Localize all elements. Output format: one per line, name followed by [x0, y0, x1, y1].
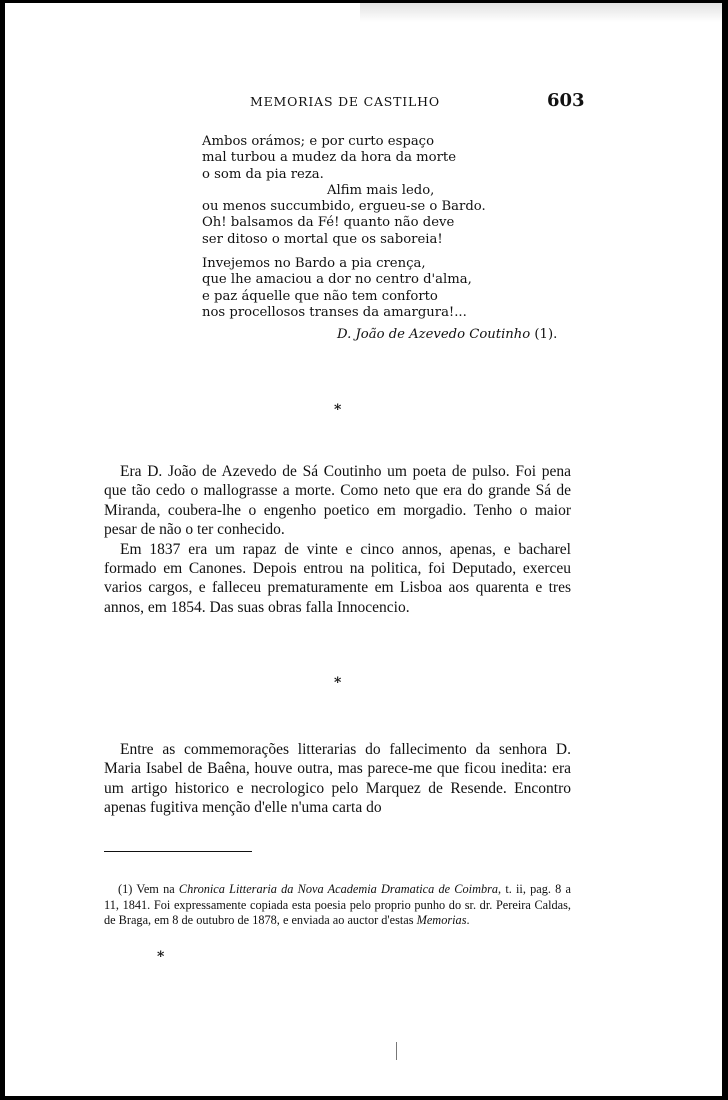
footnote-source-title: Chronica Litteraria da Nova Academia Dramatica de Coimbra [178, 882, 499, 896]
poem-line: que lhe amaciou a dor no centro d'alma, [202, 272, 472, 288]
page-header [0, 90, 728, 114]
poem-line: e paz áquelle que não tem conforto [202, 288, 438, 304]
scan-edge-shading [360, 0, 728, 22]
poem-line: ser ditoso o mortal que os saboreia! [202, 231, 443, 247]
section-1-text [104, 462, 571, 617]
poem-line: Invejemos no Bardo a pia crença, [202, 256, 426, 272]
section-separator-1: * [334, 402, 342, 418]
poem-stanza-1 [202, 134, 532, 248]
footnote-body: , t. ii, pag. 8 a 11, 1841. Foi expressamente copiada esta poesia pelo proprio punho do sr. dr. Pereira Caldas, de Braga, em 8 de outubro de 1878, e enviada ao auctor d'estas [104, 882, 571, 928]
poem-line: nos procellosos transes da amargura!... [202, 304, 467, 320]
poem-signature [337, 327, 557, 342]
section-separator-2: * [334, 675, 342, 691]
footnote-work-title: Memorias [416, 913, 467, 928]
footnote-text [104, 882, 571, 929]
scan-mark [396, 1042, 397, 1060]
paragraph: Era D. João de Azevedo de Sá Coutinho um poeta de pulso. Foi pena que tão cedo o mallograsse a morte. Como neto que era do grande Sá de Miranda, coubera-lhe o engenho poetico em morgadio. Tenho o maior pesar de não o ter conhecido. [104, 463, 571, 539]
footnote-reference: (1). [530, 327, 558, 342]
poem-line: Ambos orámos; e por curto espaço [202, 134, 435, 149]
poet-name: D. João de Azevedo Coutinho [337, 327, 531, 342]
poem-line: ou menos succumbido, ergueu-se o Bardo. [202, 199, 486, 215]
poem-line: Alfim mais ledo, [327, 182, 435, 198]
page-number: 603 [547, 90, 585, 111]
running-title: MEMORIAS DE CASTILHO [250, 94, 440, 109]
paragraph: Entre as commemorações litterarias do fallecimento da senhora D. Maria Isabel de Baêna, houve outra, mas parece-me que ficou inedita: era um artigo historico e necrologico pelo Marquez de Resende. Encontro apenas fugitiva menção d'elle n'uma carta do [104, 741, 571, 817]
footnote-lead: (1) Vem na [118, 882, 179, 896]
poem-line: mal turbou a mudez da hora da morte [202, 150, 457, 166]
poem-line: Oh! balsamos da Fé! quanto não deve [202, 215, 455, 231]
poem-stanza-2 [202, 256, 532, 321]
footnote-divider [104, 851, 252, 852]
section-2-text [104, 740, 571, 818]
footnote [104, 882, 571, 929]
footnote-end: . [466, 913, 470, 928]
footnote-asterisk: * [157, 949, 165, 965]
poem-line: o som da pia reza. [202, 166, 324, 182]
poem [202, 134, 532, 329]
paragraph: Em 1837 era um rapaz de vinte e cinco annos, apenas, e bacharel formado em Canones. Depois entrou na politica, foi Deputado, exerceu varios cargos, e falleceu prematuramente em Lisboa aos quarenta e tres annos, em 1854. Das suas obras falla Innocencio. [104, 540, 571, 616]
